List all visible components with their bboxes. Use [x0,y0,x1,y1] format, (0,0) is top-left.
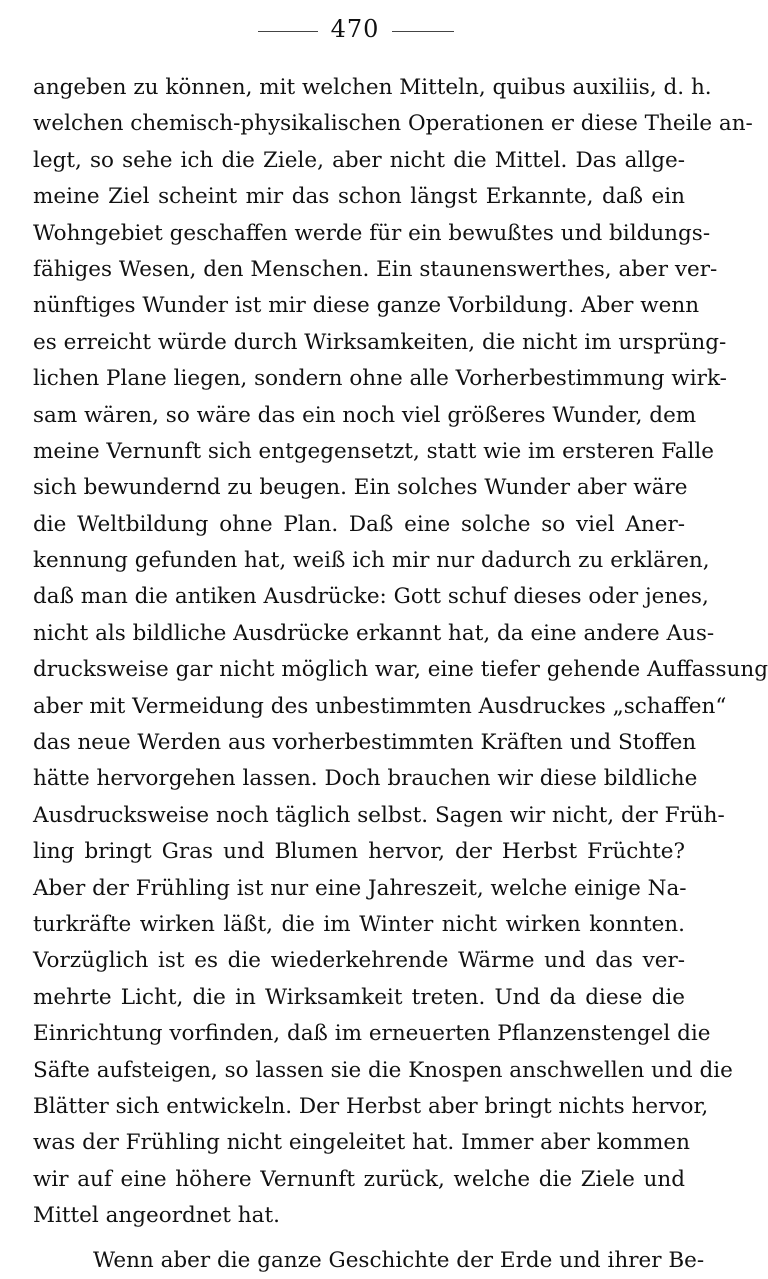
text-line: Wenn aber die ganze Geschichte der Erde und ihrer Be- [93,1247,705,1273]
text-line: Mittel angeordnet hat. [33,1203,280,1229]
text-line: Vorzüglich ist es die wiederkehrende Wärme und das ver- [33,948,685,974]
text-line: Blätter sich entwickeln. Der Herbst aber bringt nichts hervor, [33,1093,709,1119]
text-line: drucksweise gar nicht möglich war, eine tiefer gehende Auffassung [33,657,768,683]
text-line: turkräfte wirken läßt, die im Winter nicht wirken konnten. [33,911,685,937]
text-line: daß man die antiken Ausdrücke: Gott schuf dieses oder jenes, [33,584,709,610]
text-line: sich bewundernd zu beugen. Ein solches Wunder aber wäre [33,475,688,501]
text-line: mehrte Licht, die in Wirksamkeit treten. Und da diese die [33,984,685,1010]
text-line: ling bringt Gras und Blumen hervor, der Herbst Früchte? [33,839,685,865]
text-line: Aber der Frühling ist nur eine Jahreszeit, welche einige Na- [33,875,687,901]
text-line: Wohngebiet geschaffen werde für ein bewußtes und bildungs- [33,220,711,246]
text-line: sam wären, so wäre das ein noch viel größeres Wunder, dem [33,402,697,428]
header-rule-right [392,31,454,32]
body-text [33,70,768,1279]
text-line: was der Frühling nicht eingeleitet hat. Immer aber kommen [33,1130,690,1156]
text-line: lichen Plane liegen, sondern ohne alle Vorherbestimmung wirk- [33,366,727,392]
text-line: nünftiges Wunder ist mir diese ganze Vorbildung. Aber wenn [33,293,700,319]
text-line: wir auf eine höhere Vernunft zurück, welche die Ziele und [33,1166,685,1192]
text-line: hätte hervorgehen lassen. Doch brauchen wir diese bildliche [33,766,698,792]
text-line: es erreicht würde durch Wirksamkeiten, die nicht im ursprüng- [33,329,727,355]
page-header [0,14,697,44]
text-line: Säfte aufsteigen, so lassen sie die Knospen anschwellen und die [33,1057,733,1083]
text-line: das neue Werden aus vorherbestimmten Kräften und Stoffen [33,730,697,756]
header-rule-left [258,31,318,32]
text-line: kennung gefunden hat, weiß ich mir nur dadurch zu erklären, [33,548,710,574]
text-line: legt, so sehe ich die Ziele, aber nicht die Mittel. Das allge- [33,147,685,173]
text-line: die Weltbildung ohne Plan. Daß eine solche so viel Aner- [33,511,685,537]
text-line: meine Vernunft sich entgegensetzt, statt wie im ersteren Falle [33,438,714,464]
text-line: aber mit Vermeidung des unbestimmten Ausdruckes „schaffen“ [33,693,727,719]
text-line: Ausdrucksweise noch täglich selbst. Sagen wir nicht, der Früh- [33,802,725,828]
text-line: angeben zu können, mit welchen Mitteln, quibus auxiliis, d. h. [33,75,712,100]
page-number: 470 [330,15,380,43]
paragraph [33,1243,705,1279]
text-line: Einrichtung vorfinden, daß im erneuerten Pflanzenstengel die [33,1021,711,1047]
text-line: nicht als bildliche Ausdrücke erkannt hat, da eine andere Aus- [33,620,715,646]
text-line: fähiges Wesen, den Menschen. Ein staunenswerthes, aber ver- [33,256,718,282]
paragraph [33,70,768,1235]
text-line: meine Ziel scheint mir das schon längst Erkannte, daß ein [33,184,685,210]
text-line: welchen chemisch-physikalischen Operationen er diese Theile an- [33,111,753,137]
